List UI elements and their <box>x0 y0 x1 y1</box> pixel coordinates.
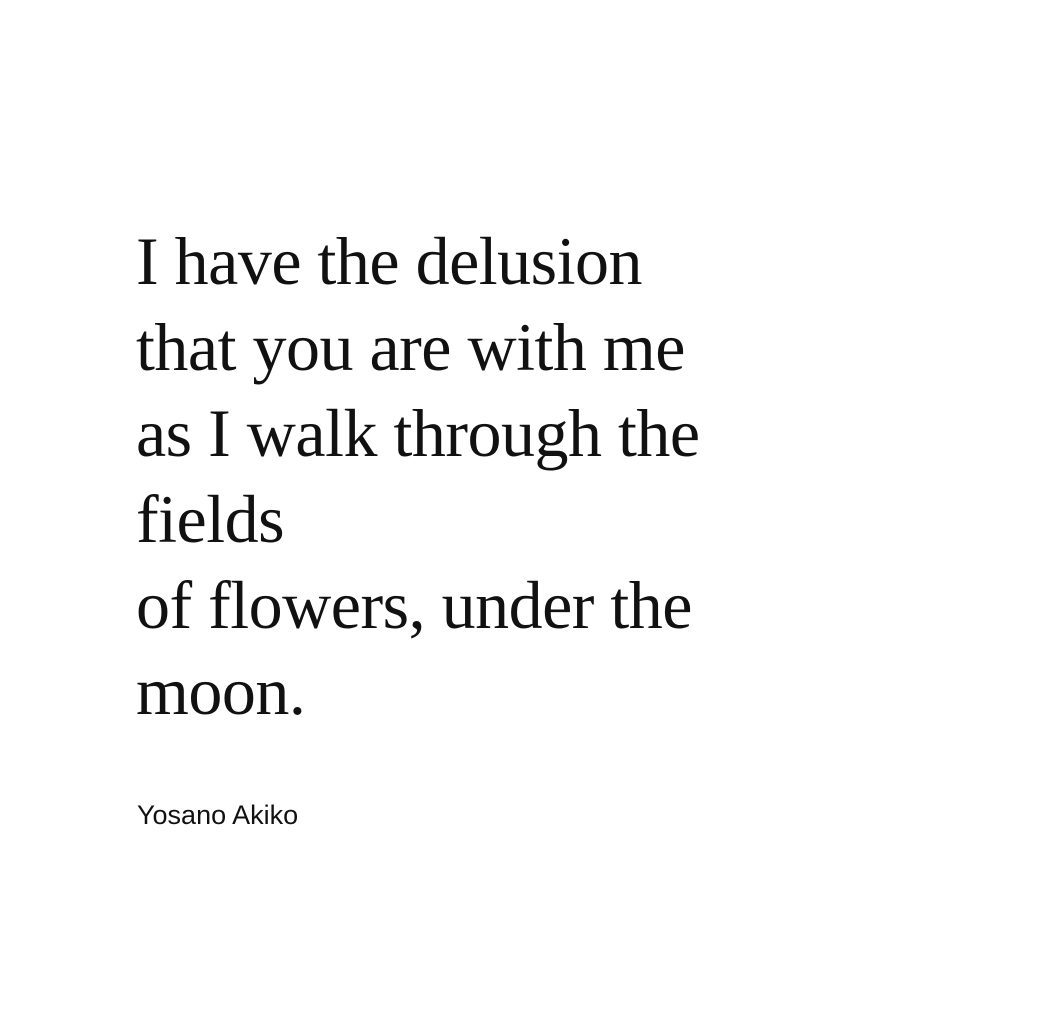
poem-line: moon. <box>136 653 306 729</box>
author-name: Yosano Akiko <box>137 800 299 830</box>
poem-quote <box>136 218 1036 734</box>
poem-line: fields <box>136 481 285 557</box>
poem-line: as I walk through the <box>136 395 700 471</box>
poem-line: of flowers, under the <box>136 567 692 643</box>
poem-line: I have the delusion <box>136 223 643 299</box>
poem-line: that you are with me <box>136 309 685 385</box>
